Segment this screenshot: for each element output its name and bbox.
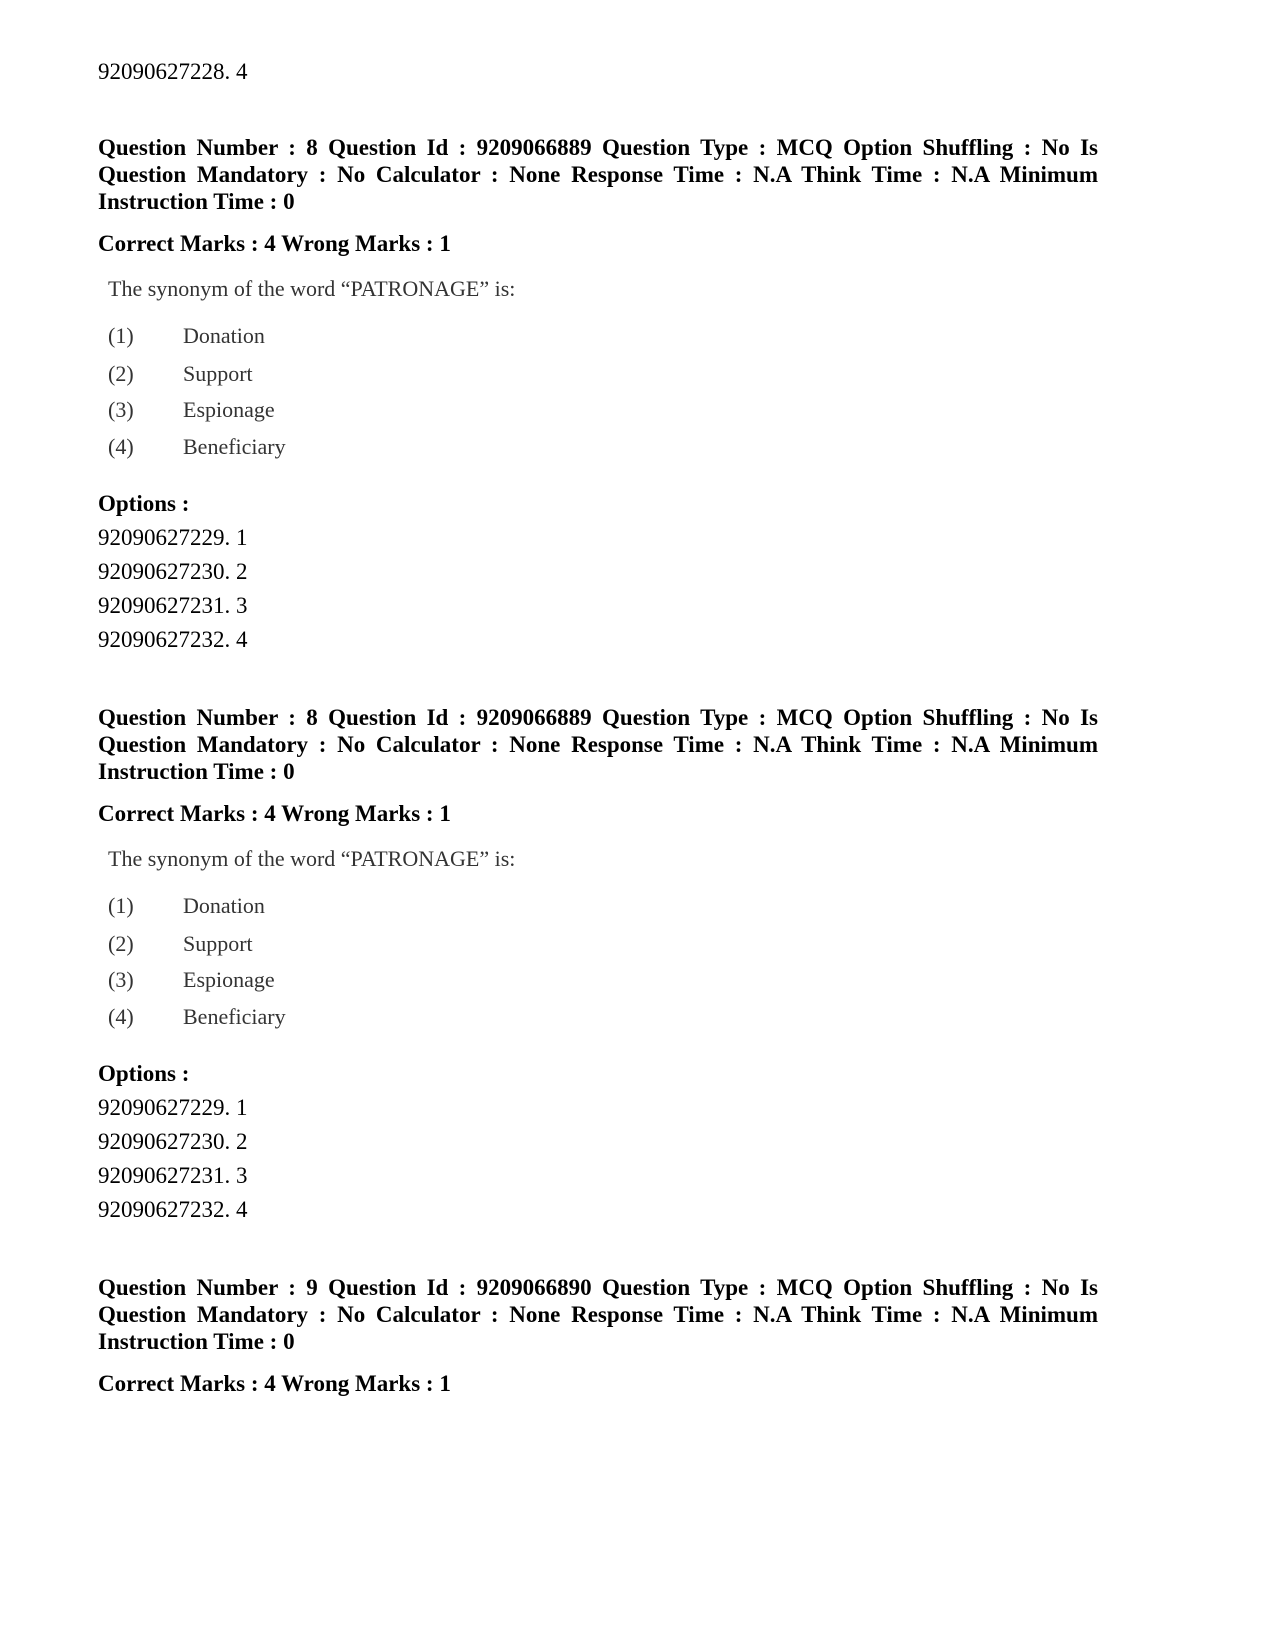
choice-text: Support [183,931,253,956]
option-row: 92090627229. 1 [98,525,248,550]
question-meta: Question Number : 8 Question Id : 9209066889 Question Type : MCQ Option Shuffling : No Is Question Mandatory : No Calculator : None Response Time : N.A Think Time : N.A Minimum Instruction Time : 0 [98,135,1098,214]
choice-text: Donation [183,893,265,918]
option-row: 92090627231. 3 [98,1163,248,1188]
choice-number: (1) [108,893,134,918]
choice-text: Support [183,361,253,386]
choice-number: (3) [108,397,134,422]
choice-number: (2) [108,361,134,386]
choice-number: (1) [108,323,134,348]
choice-number: (4) [108,1004,134,1029]
question-meta: Question Number : 9 Question Id : 9209066890 Question Type : MCQ Option Shuffling : No Is Question Mandatory : No Calculator : None Response Time : N.A Think Time : N.A Minimum Instruction Time : 0 [98,1275,1098,1354]
choice-text: Donation [183,323,265,348]
question-text: The synonym of the word “PATRONAGE” is: [108,846,516,871]
option-row: 92090627231. 3 [98,593,248,618]
choice-number: (2) [108,931,134,956]
previous-option-line: 92090627228. 4 [98,59,248,84]
option-row: 92090627230. 2 [98,559,248,584]
marks-line: Correct Marks : 4 Wrong Marks : 1 [98,231,451,256]
choice-number: (4) [108,434,134,459]
option-row: 92090627229. 1 [98,1095,248,1120]
marks-line: Correct Marks : 4 Wrong Marks : 1 [98,1371,451,1396]
marks-line: Correct Marks : 4 Wrong Marks : 1 [98,801,451,826]
option-row: 92090627232. 4 [98,1197,248,1222]
choice-text: Beneficiary [183,434,286,459]
question-text: The synonym of the word “PATRONAGE” is: [108,276,516,301]
option-row: 92090627230. 2 [98,1129,248,1154]
options-label: Options : [98,1061,190,1086]
choice-text: Beneficiary [183,1004,286,1029]
choice-text: Espionage [183,967,275,992]
choice-number: (3) [108,967,134,992]
options-label: Options : [98,491,190,516]
question-meta: Question Number : 8 Question Id : 9209066889 Question Type : MCQ Option Shuffling : No Is Question Mandatory : No Calculator : None Response Time : N.A Think Time : N.A Minimum Instruction Time : 0 [98,705,1098,784]
option-row: 92090627232. 4 [98,627,248,652]
choice-text: Espionage [183,397,275,422]
